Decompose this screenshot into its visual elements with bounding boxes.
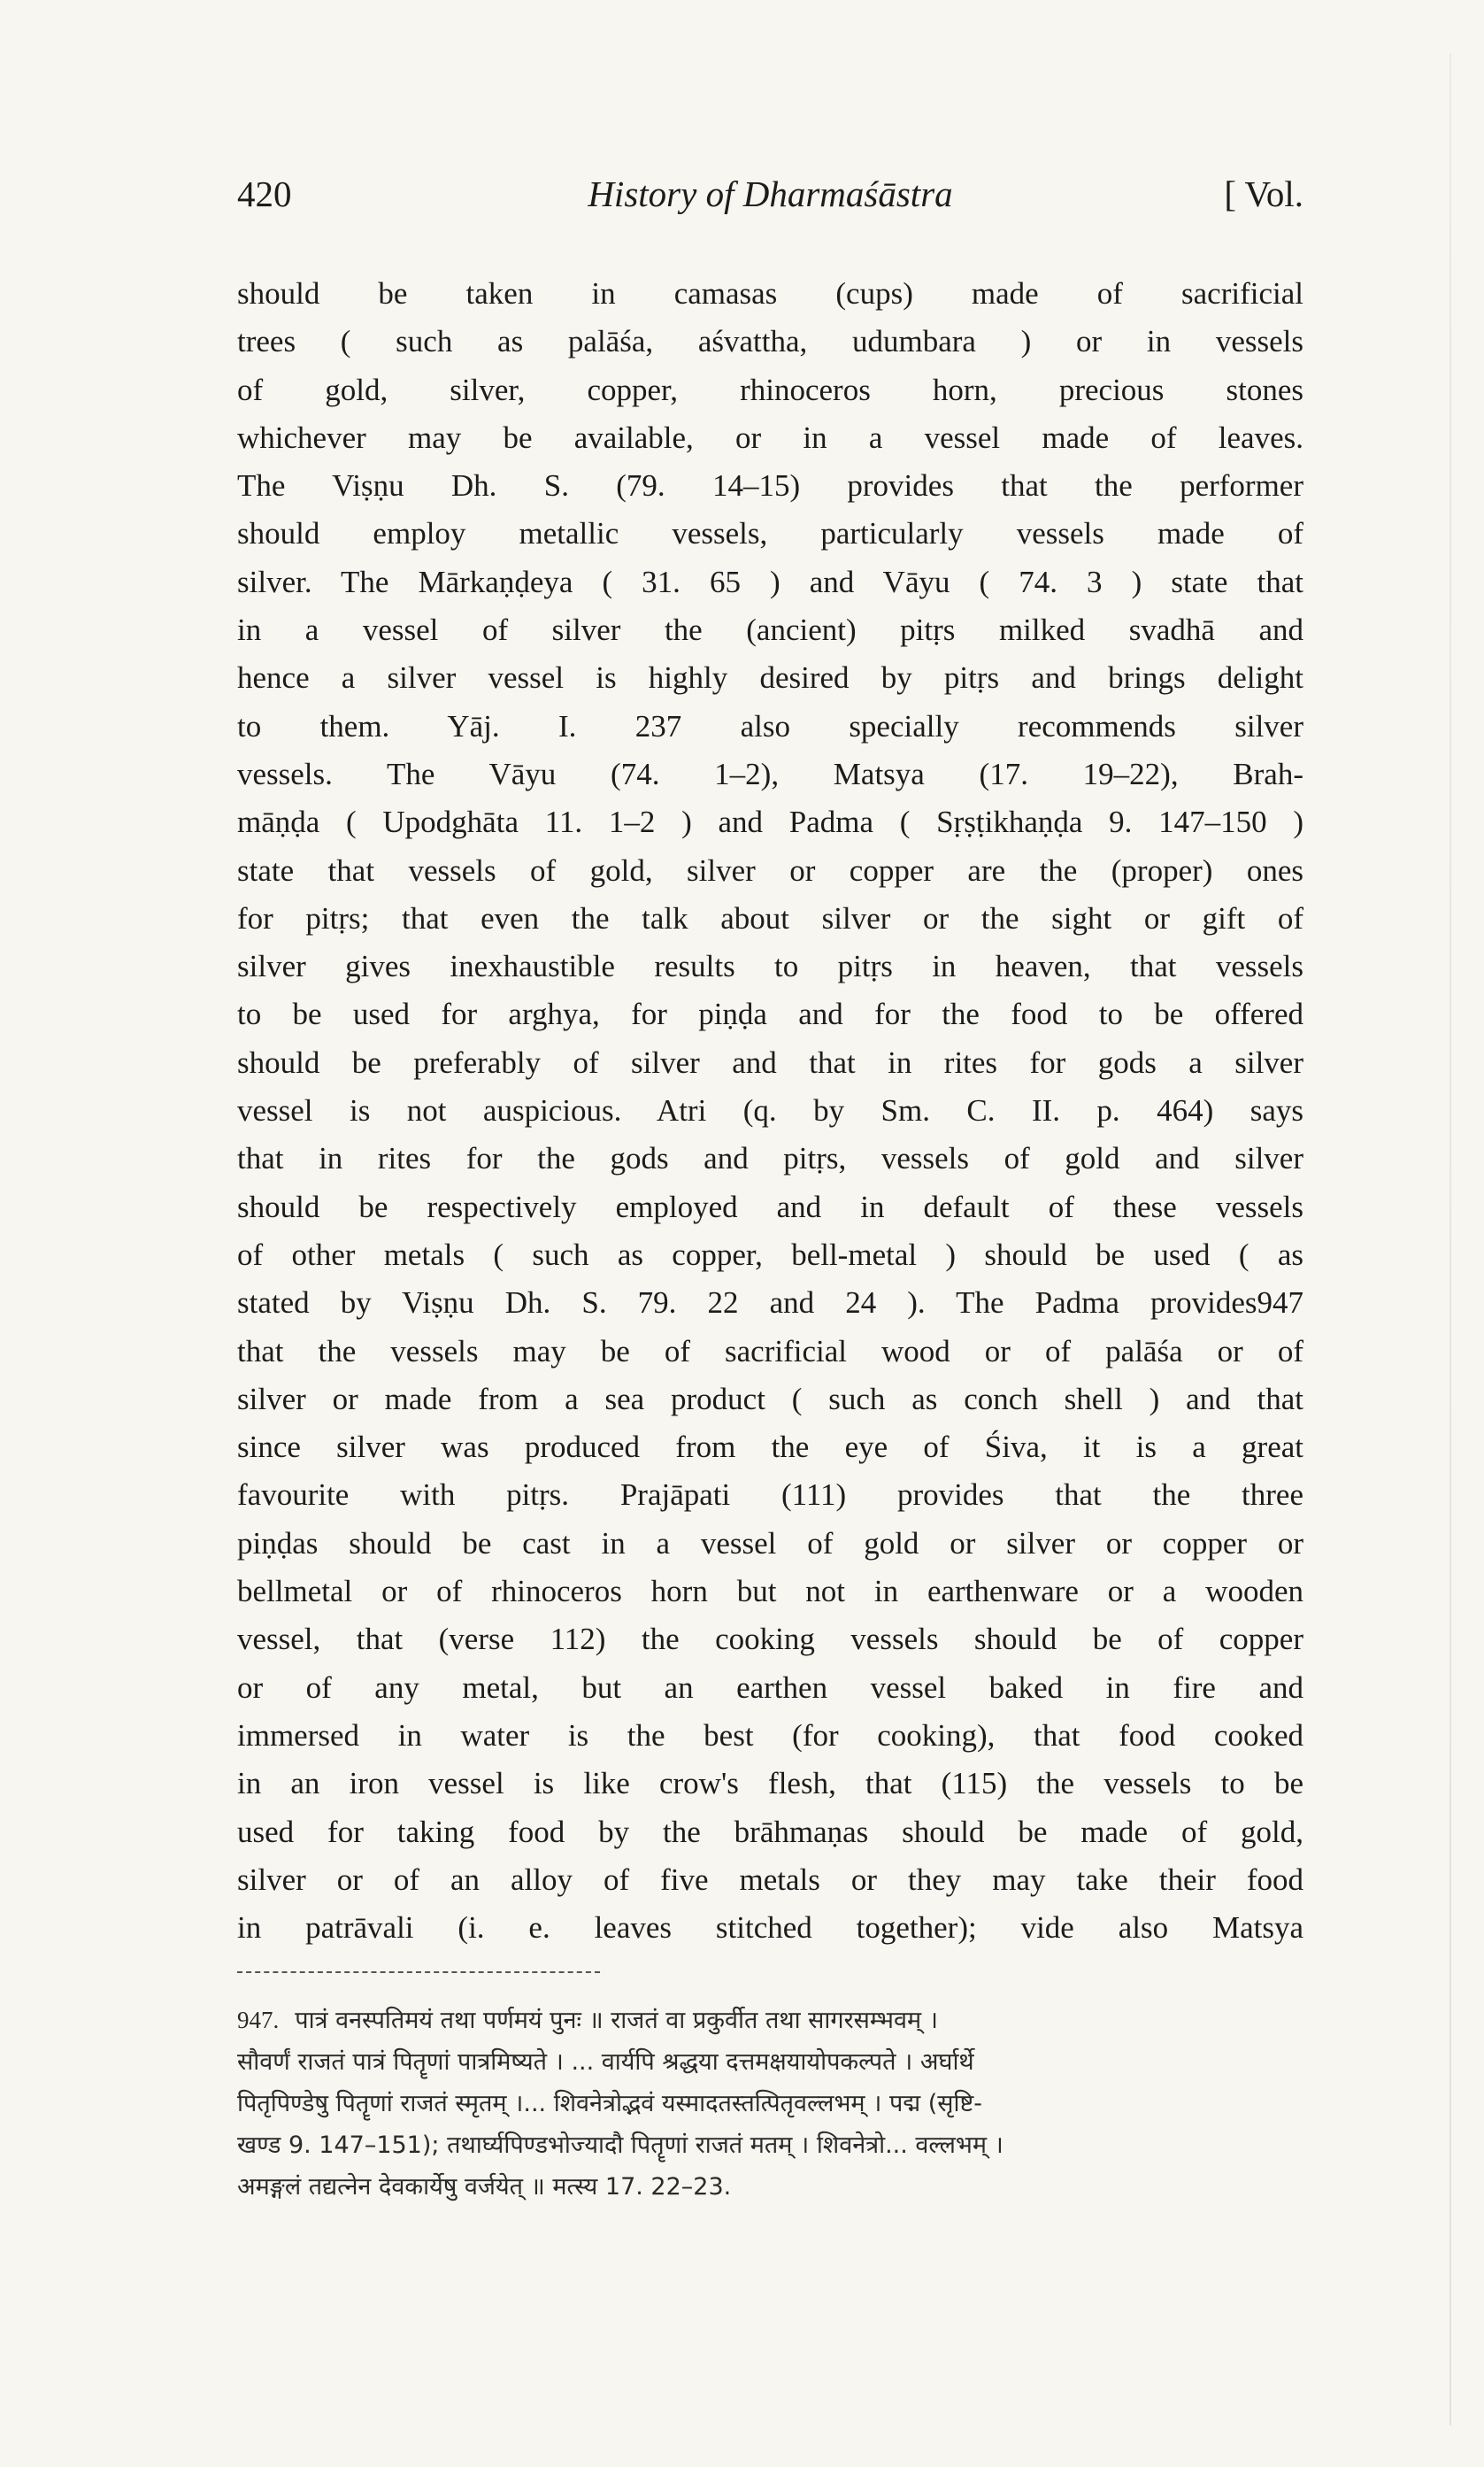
body-line: should be taken in camasas (cups) made of sacrificial [237, 276, 1303, 311]
body-line: silver or of an alloy of five metals or they may take their food [237, 1862, 1303, 1897]
volume-label: [ Vol. [1224, 173, 1303, 214]
body-line: silver or made from a sea product ( such as conch shell ) and that [237, 1381, 1303, 1416]
body-line: vessel, that (verse 112) the cooking vessels should be of copper [237, 1622, 1303, 1657]
footnote-line [237, 2000, 1303, 2041]
body-line: or of any metal, but an earthen vessel baked in fire and [237, 1669, 1303, 1705]
body-line: stated by Viṣṇu Dh. S. 79. 22 and 24 ). The Padma provides947 [237, 1285, 1303, 1321]
body-line: vessels. The Vāyu (74. 1–2), Matsya (17. 19–22), Brah- [237, 756, 1303, 791]
body-line: bellmetal or of rhinoceros horn but not in earthenware or a wooden [237, 1574, 1303, 1609]
footnote-line: खण्ड 9. 147–151); तथार्घ्यपिण्डभोज्यादौ पितॄणां राजतं मतम् । शिवनेत्रो... वल्लभम् । [237, 2132, 1003, 2160]
footnote-text: पात्रं वनस्पतिमयं तथा पर्णमयं पुनः ॥ राजतं वा प्रकुर्वीत तथा सागरसम्भवम् । [295, 2007, 938, 2035]
body-text [237, 270, 1303, 1952]
running-header [237, 173, 1303, 235]
body-line: whichever may be available, or in a vessel made of leaves. [237, 420, 1303, 455]
body-line: to them. Yāj. I. 237 also specially recommends silver [237, 708, 1303, 744]
body-line: māṇḍa ( Upodghāta 11. 1–2 ) and Padma ( Sṛṣṭikhaṇḍa 9. 147–150 ) [237, 805, 1303, 840]
body-line: since silver was produced from the eye of Śiva, it is a great [237, 1430, 1303, 1465]
footnote-line: पितृपिण्डेषु पितॄणां राजतं स्मृतम् ।... शिवनेत्रोद्भवं यस्मादतस्तत्पितृवल्लभम् । पद्म (सृष्टि- [237, 2090, 982, 2118]
body-line: in a vessel of silver the (ancient) pitṛs milked svadhā and [237, 613, 1303, 648]
body-line: should be respectively employed and in default of these vessels [237, 1189, 1303, 1224]
body-line: in patrāvali (i. e. leaves stitched together); vide also Matsya [237, 1910, 1303, 1946]
body-line: should employ metallic vessels, particularly vessels made of [237, 516, 1303, 551]
body-line: vessel is not auspicious. Atri (q. by Sm. C. II. p. 464) says [237, 1093, 1303, 1129]
body-line: piṇḍas should be cast in a vessel of gold or silver or copper or [237, 1525, 1303, 1561]
body-line: of other metals ( such as copper, bell-metal ) should be used ( as [237, 1237, 1303, 1272]
body-line: immersed in water is the best (for cooking), that food cooked [237, 1717, 1303, 1753]
body-line: used for taking food by the brāhmaṇas should be made of gold, [237, 1814, 1303, 1849]
body-line: to be used for arghya, for piṇḍa and for the food to be offered [237, 997, 1303, 1032]
body-line: hence a silver vessel is highly desired by pitṛs and brings delight [237, 660, 1303, 696]
body-line: for pitṛs; that even the talk about silver or the sight or gift of [237, 900, 1303, 936]
body-line: silver gives inexhaustible results to pitṛs in heaven, that vessels [237, 949, 1303, 984]
body-line: favourite with pitṛs. Prajāpati (111) provides that the three [237, 1477, 1303, 1513]
page-edge-shadow [1449, 53, 1451, 2425]
body-line: silver. The Mārkaṇḍeya ( 31. 65 ) and Vāyu ( 74. 3 ) state that [237, 564, 1303, 599]
running-title: History of Dharmaśāstra [588, 173, 953, 214]
footnote-line: अमङ्गलं तद्यत्नेन देवकार्येषु वर्जयेत् ॥ मत्स्य 17. 22–23. [237, 2173, 732, 2201]
body-line: that the vessels may be of sacrificial wood or of palāśa or of [237, 1333, 1303, 1368]
footnote-block [237, 2000, 1303, 2208]
body-line: in an iron vessel is like crow's flesh, that (115) the vessels to be [237, 1766, 1303, 1801]
body-line: The Viṣṇu Dh. S. (79. 14–15) provides that the performer [237, 468, 1303, 504]
book-page [237, 173, 1303, 2350]
footnote-number: 947. [237, 2007, 280, 2034]
body-line: trees ( such as palāśa, aśvattha, udumbara ) or in vessels [237, 324, 1303, 359]
body-line: state that vessels of gold, silver or copper are the (proper) ones [237, 852, 1303, 888]
footnote-line: सौवर्णं राजतं पात्रं पितॄणां पात्रमिष्यते । ... वार्यपि श्रद्धया दत्तमक्षयायोपकल्पते । अर्घार्थे [237, 2048, 974, 2077]
body-line: that in rites for the gods and pitṛs, vessels of gold and silver [237, 1141, 1303, 1176]
page-number: 420 [237, 173, 292, 214]
body-line: should be preferably of silver and that in rites for gods a silver [237, 1045, 1303, 1080]
footnote-separator [237, 1971, 600, 1973]
body-line: of gold, silver, copper, rhinoceros horn, precious stones [237, 372, 1303, 407]
